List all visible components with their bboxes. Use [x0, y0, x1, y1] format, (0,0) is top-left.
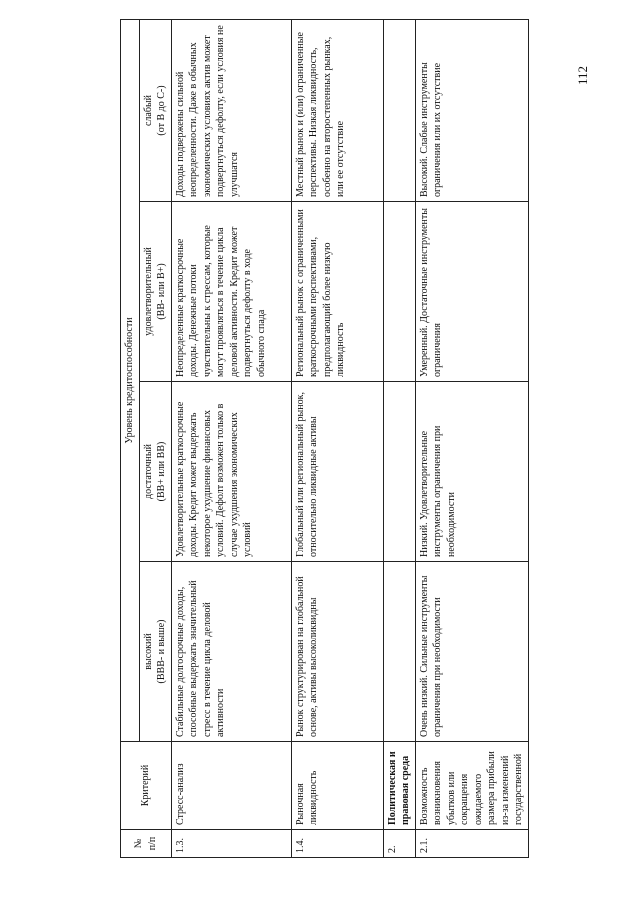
rotated-table-container [120, 20, 600, 858]
header-level: удовлетворительный (BB- или B+) [139, 202, 171, 382]
row-cell: Стабильные долгосрочные доходы, способные выдержать значительный стресс в течение цикла деловой активности [171, 562, 291, 742]
header-level: достаточный (BB+ или BB) [139, 382, 171, 562]
row-criterion: Возможность возникновения убытков или сокращения ожидаемого размера прибыли из-за изменений государственной [415, 742, 528, 830]
row-cell [383, 19, 415, 201]
table-row [415, 19, 528, 857]
row-cell [383, 562, 415, 742]
row-cell: Умеренный. Достаточные инструменты ограничения [415, 202, 528, 382]
header-criterion: Критерий [121, 742, 172, 830]
row-cell: Глобальный или региональный рынок, относительно ликвидные активы [291, 382, 383, 562]
row-criterion: Стресс-анализ [171, 742, 291, 830]
header-row-2 [139, 19, 171, 857]
credit-rating-table [120, 19, 529, 858]
row-cell: Доходы подвержены сильной неопределенности. Даже в обычных экономических условиях актив может подвергнуться дефолту, если условия не улучшатся [171, 19, 291, 201]
header-num: № п/п [121, 830, 172, 858]
row-criterion: Рыночная ликвидность [291, 742, 383, 830]
header-level: высокий (BBB- и выше) [139, 562, 171, 742]
row-num: 1.4. [291, 830, 383, 858]
header-row-1 [121, 19, 140, 857]
row-cell: Очень низкий. Сильные инструменты ограничения при необходимости [415, 562, 528, 742]
row-cell: Региональный рынок с ограниченными краткосрочными перспективами, предполагающий более низкую ликвидность [291, 202, 383, 382]
row-cell: Рынок структурирован на глобальной основе, активы высоколиквидны [291, 562, 383, 742]
table-row [171, 19, 291, 857]
header-level: слабый (от B до С-) [139, 19, 171, 201]
row-cell: Неопределенные краткосрочные доходы. Денежные потоки чувствительны к стрессам, которые могут проявляться в течение цикла деловой активности. Кредит может подвергнуться дефолту в ходе обычного спада [171, 202, 291, 382]
row-num: 2. [383, 830, 415, 858]
row-num: 2.1. [415, 830, 528, 858]
page-number: 112 [575, 65, 590, 85]
row-cell [383, 382, 415, 562]
table-row [383, 19, 415, 857]
table-row [291, 19, 383, 857]
row-criterion: Политическая и правовая среда [383, 742, 415, 830]
row-cell: Низкий. Удовлетворительные инструменты ограничения при необходимости [415, 382, 528, 562]
row-cell: Удовлетворительные краткосрочные доходы. Кредит может выдержать некоторое ухудшение финансовых условий. Дефолт возможен только в случае ухудшения экономических условий [171, 382, 291, 562]
row-num: 1.3. [171, 830, 291, 858]
header-group: Уровень кредитоспособности [121, 19, 140, 741]
row-cell: Высокий. Слабые инструменты ограничения или их отсутствие [415, 19, 528, 201]
row-cell: Местный рынок и (или) ограниченные перспективы. Низкая ликвидность, особенно на второстепенных рынках, или ее отсутствие [291, 19, 383, 201]
row-cell [383, 202, 415, 382]
